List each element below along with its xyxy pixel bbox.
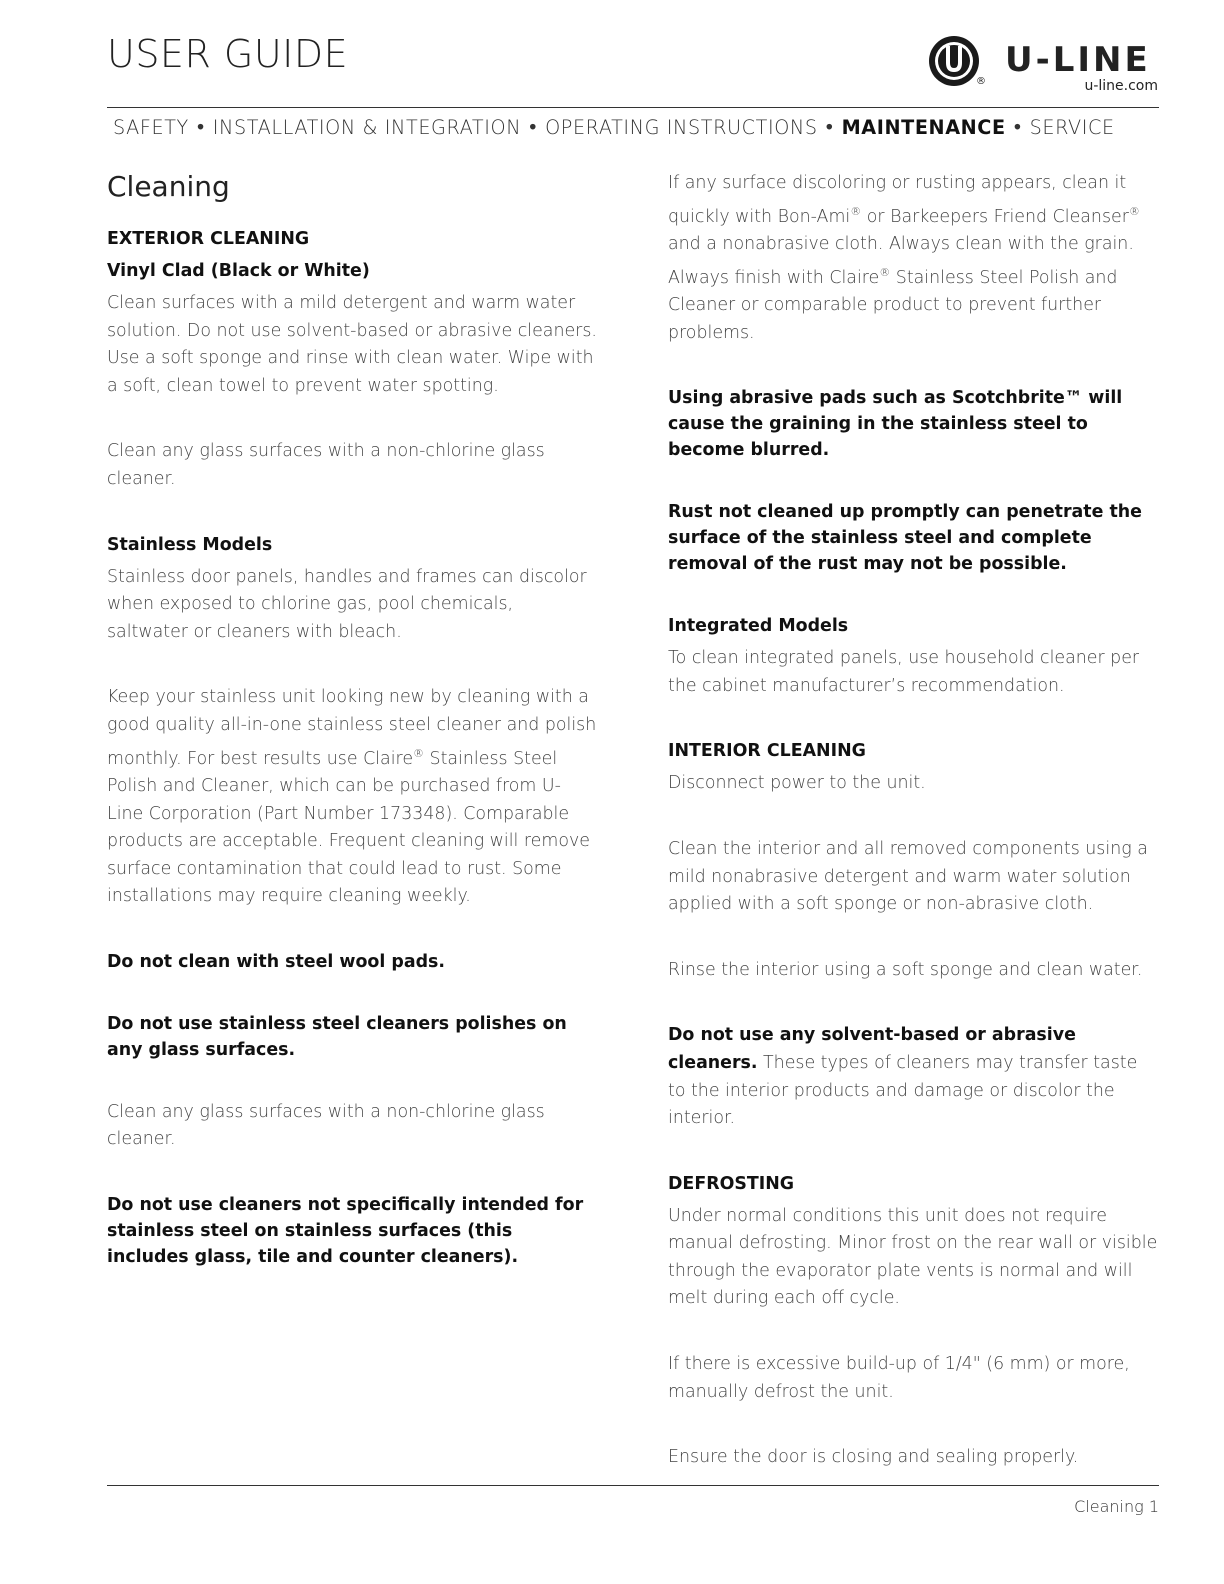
warning-cleaner-type: Do not use cleaners not specifically intended for stainless steel on stainless surfaces (this includes glass, tile and counter cleaners). [107,1195,584,1268]
glass-paragraph: Clean any glass surfaces with a non-chlorine glass cleaner. [107,441,545,489]
footer-divider [107,1485,1159,1486]
registered-mark: ® [879,265,891,279]
nav-bullet: • [194,116,207,139]
brand-url[interactable]: u-line.com [1084,78,1158,94]
rust-text-a: If any surface discoloring or rusting appears, clean it quickly with Bon-Ami [668,173,1127,227]
nav-bullet: • [823,116,836,139]
nav-item-safety[interactable]: SAFETY [113,116,189,139]
section-nav [113,116,1163,139]
glass-cleaner-paragraph: Clean any glass surfaces with a non-chlorine glass cleaner. [107,1101,545,1150]
interior-warning-bold: Do not use any solvent-based or abrasive cleaners. [668,1025,1076,1073]
stainless-care-paragraph [107,684,597,911]
vinyl-paragraph: Clean surfaces with a mild detergent and warm water solution. Do not use solvent-based or abrasive cleaners. Use a soft sponge and rinse with clean water. Wipe with a soft, clean towel to prevent water spotting. [107,293,597,396]
registered-mark: ® [850,204,862,218]
brand-wordmark: U-LINE [1005,40,1151,80]
brand-logo[interactable] [926,34,1162,96]
integrated-models-heading: Integrated Models [668,616,849,637]
interior-clean-paragraph: Clean the interior and all removed components using a mild nonabrasive detergent and warm water solution applied with a soft sponge or non-abrasive cloth. [668,838,1148,915]
rust-text-c: and a nonabrasive cloth. Always clean with the grain. Always finish with Claire [668,233,1134,288]
right-column [668,170,1160,1510]
stainless-models-heading: Stainless Models [107,534,273,555]
left-column [107,170,597,1306]
stainless-discolor-paragraph: Stainless door panels, handles and frames can discolor when exposed to chlorine gas, pool chemicals, saltwater or cleaners with bleach. [107,566,587,642]
registered-mark: ® [976,76,986,87]
integrated-paragraph: To clean integrated panels, use household cleaner per the cabinet manufacturer’s recommendation. [668,648,1140,696]
header-divider [107,107,1159,108]
defrosting-heading: DEFROSTING [668,1173,795,1194]
nav-item-service[interactable]: SERVICE [1029,116,1115,139]
interior-rinse-paragraph: Rinse the interior using a soft sponge and clean water. [668,959,1143,980]
nav-bullet: • [1011,116,1024,139]
warning-steel-wool: Do not clean with steel wool pads. [107,951,445,972]
registered-mark: ® [1128,204,1140,218]
defrost-buildup-paragraph: If there is excessive build-up of 1/4" (6 mm) or more, manually defrost the unit. [668,1354,1130,1402]
defrost-door-paragraph: Ensure the door is closing and sealing properly. [668,1447,1079,1468]
nav-item-maintenance[interactable]: MAINTENANCE [841,116,1006,139]
defrost-paragraph: Under normal conditions this unit does not require manual defrosting. Minor frost on the rear wall or visible through the evaporator plate vents is normal and will melt during each off cycle. [668,1205,1158,1309]
vinyl-clad-heading: Vinyl Clad (Black or White) [107,261,370,281]
exterior-cleaning-heading: EXTERIOR CLEANING [107,229,310,249]
rust-text-d: Stainless Steel Polish and Cleaner or comparable product to prevent further problems. [668,267,1118,343]
interior-warning-rest: These types of cleaners may transfer taste to the interior products and damage or discolor the interior. [668,1052,1138,1129]
interior-warning-paragraph [668,1022,1160,1132]
page-footer-label: Cleaning 1 [1074,1497,1159,1516]
warning-glass-polish: Do not use stainless steel cleaners polishes on any glass surfaces. [107,1013,567,1060]
nav-bullet: • [527,116,540,139]
nav-item-operating[interactable]: OPERATING INSTRUCTIONS [545,116,818,139]
care-text-b: Stainless Steel Polish and Cleaner, which can be purchased from U-Line Corporation (Part Number 173348). Comparable products are acceptable. Frequent cleaning will remove surface contamination that could lead to rust. Some installations may require cleaning weekly. [107,748,590,907]
rust-paragraph [668,170,1160,347]
nav-item-installation[interactable]: INSTALLATION & INTEGRATION [212,116,522,139]
warning-abrasive-pads: Using abrasive pads such as Scotchbrite™ will cause the graining in the stainless steel to become blurred. [668,388,1123,461]
page-title: USER GUIDE [107,32,349,76]
interior-power-paragraph: Disconnect power to the unit. [668,773,926,794]
section-title: Cleaning [107,170,230,203]
care-text-a: Keep your stainless unit looking new by cleaning with a good quality all-in-one stainless steel cleaner and polish monthly. For best results use Claire [107,687,597,769]
interior-cleaning-heading: INTERIOR CLEANING [668,741,866,762]
registered-mark: ® [413,746,425,760]
rust-text-b: or Barkeepers Friend Cleanser [861,206,1129,227]
warning-rust: Rust not cleaned up promptly can penetrate the surface of the stainless steel and complete removal of the rust may not be possible. [668,502,1142,575]
